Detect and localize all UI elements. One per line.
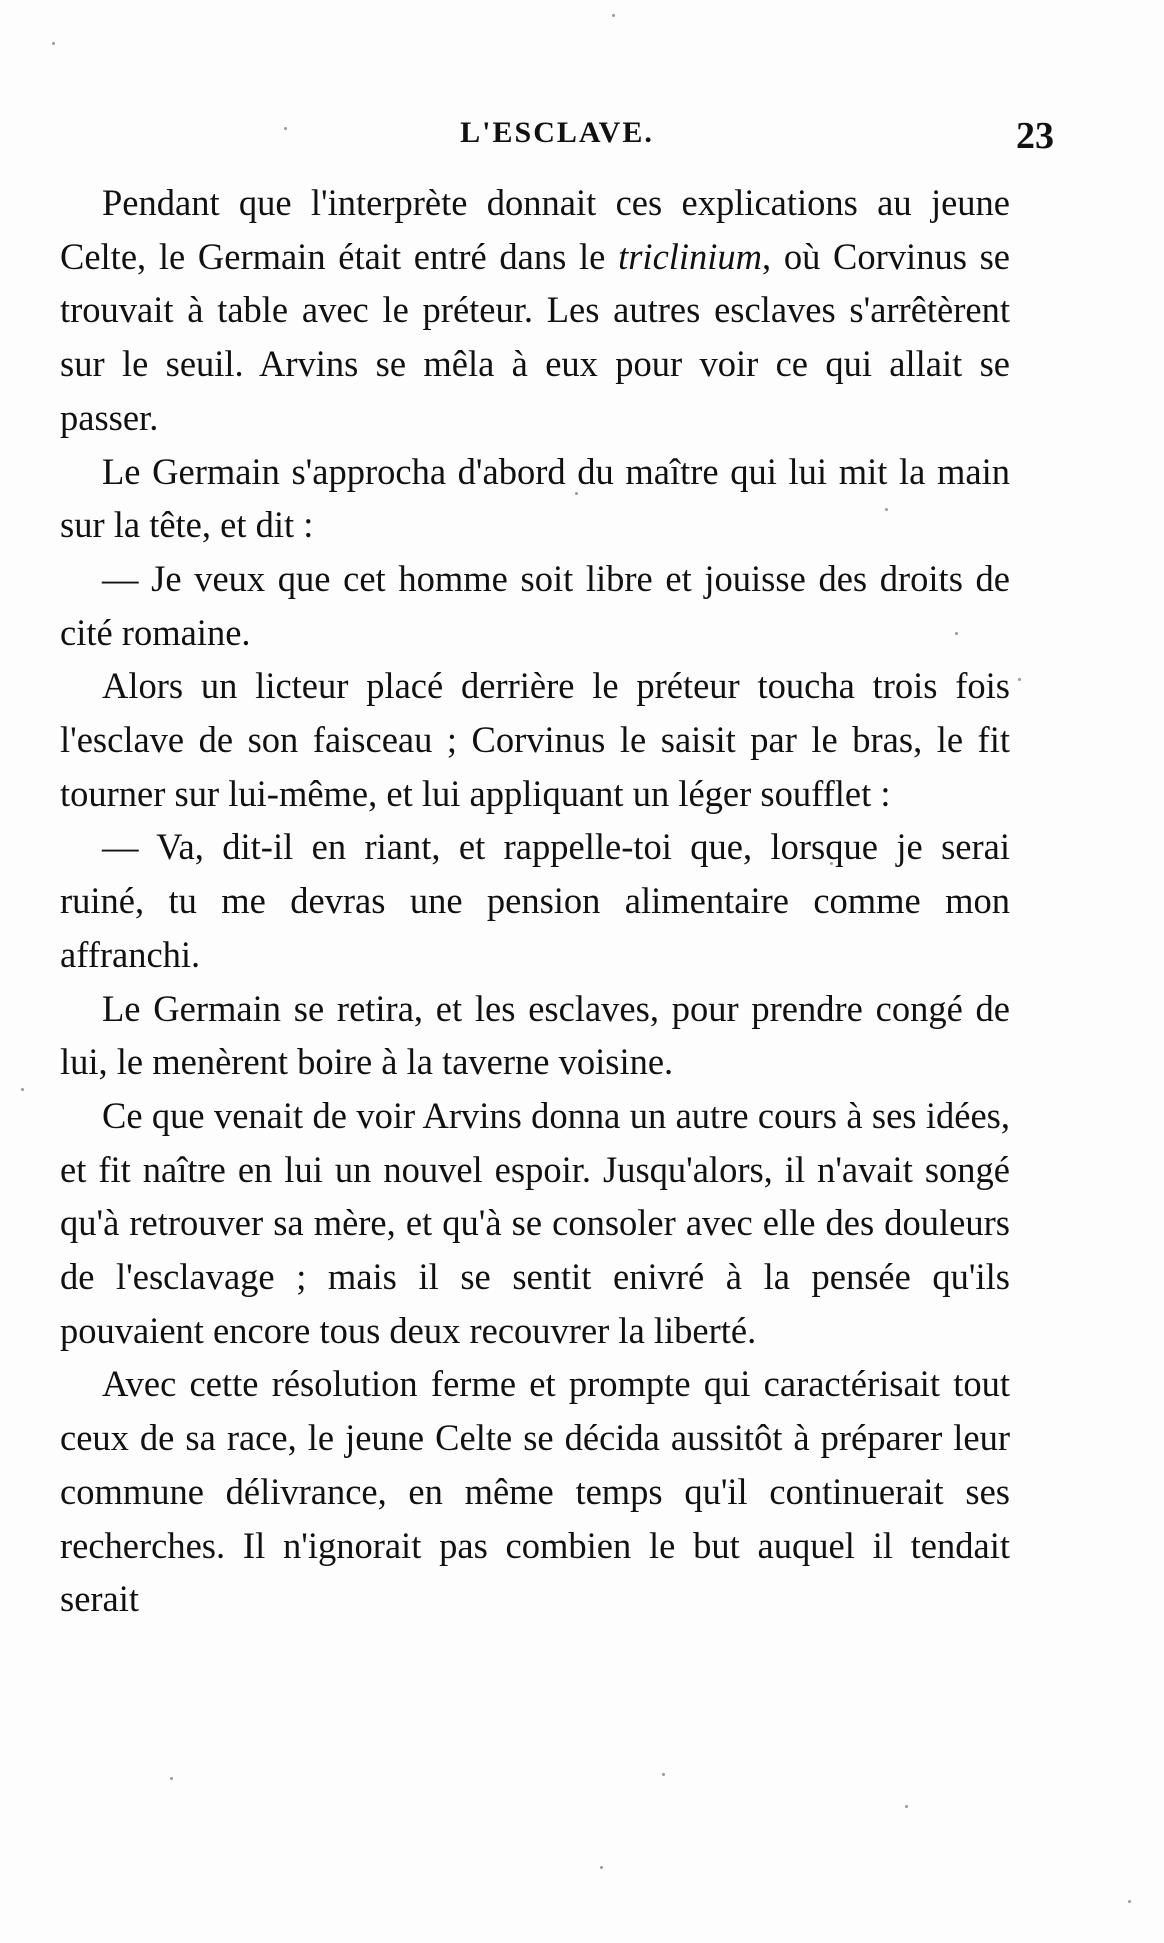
paragraph: Ce que venait de voir Arvins donna un autre cours à ses idées, et fit naître en lui un nouvel espoir. Jusqu'alors, il n'avait songé qu'à retrouver sa mère, et qu'à se consoler avec elle des douleurs de l'esclavage ; mais il se sentit enivré à la pensée qu'ils pouvaient encore tous deux recouvrer la liberté.: [60, 1094, 1010, 1351]
page-header: [60, 116, 1054, 166]
paragraph: Le Germain se retira, et les esclaves, pour prendre congé de lui, le menèrent boire à la taverne voisine.: [60, 987, 1010, 1083]
paragraph: Avec cette résolution ferme et prompte qui caractérisait tout ceux de sa race, le jeune Celte se décida aussitôt à préparer leur commune délivrance, en même temps qu'il continuerait ses recherches. Il n'ignorait pas combien le but auquel il tendait serait: [60, 1363, 1010, 1620]
paragraph: — Je veux que cet homme soit libre et jouisse des droits de cité romaine.: [60, 557, 1010, 653]
paragraph-text: , où Corvinus se trouvait à table avec le préteur. Les autres esclaves s'arrêtèrent sur le seuil. Arvins se mêla à eux pour voir ce qui allait se passer.: [60, 235, 1011, 438]
paragraph-text: Pendant que l'interprète donnait ces explications au jeune Celte, le Germain était entré dans le: [60, 182, 1010, 277]
paragraph: Alors un licteur placé derrière le préteur toucha trois fois l'esclave de son faisceau ; Corvinus le saisit par le bras, le fit tourner sur lui-même, et lui appliquant un léger soufflet :: [60, 665, 1010, 814]
paragraph: Le Germain s'approcha d'abord du maître qui lui mit la main sur la tête, et dit :: [60, 450, 1010, 546]
page-number: 23: [1016, 115, 1054, 157]
paragraph: — Va, dit-il en riant, et rappelle-toi que, lorsque je serai ruiné, tu me devras une pension alimentaire comme mon affranchi.: [60, 826, 1010, 975]
running-title: L'ESCLAVE.: [460, 116, 654, 149]
italic-term: triclinium: [618, 235, 763, 277]
paragraph: [60, 176, 1010, 445]
body-text: [60, 176, 1010, 1626]
